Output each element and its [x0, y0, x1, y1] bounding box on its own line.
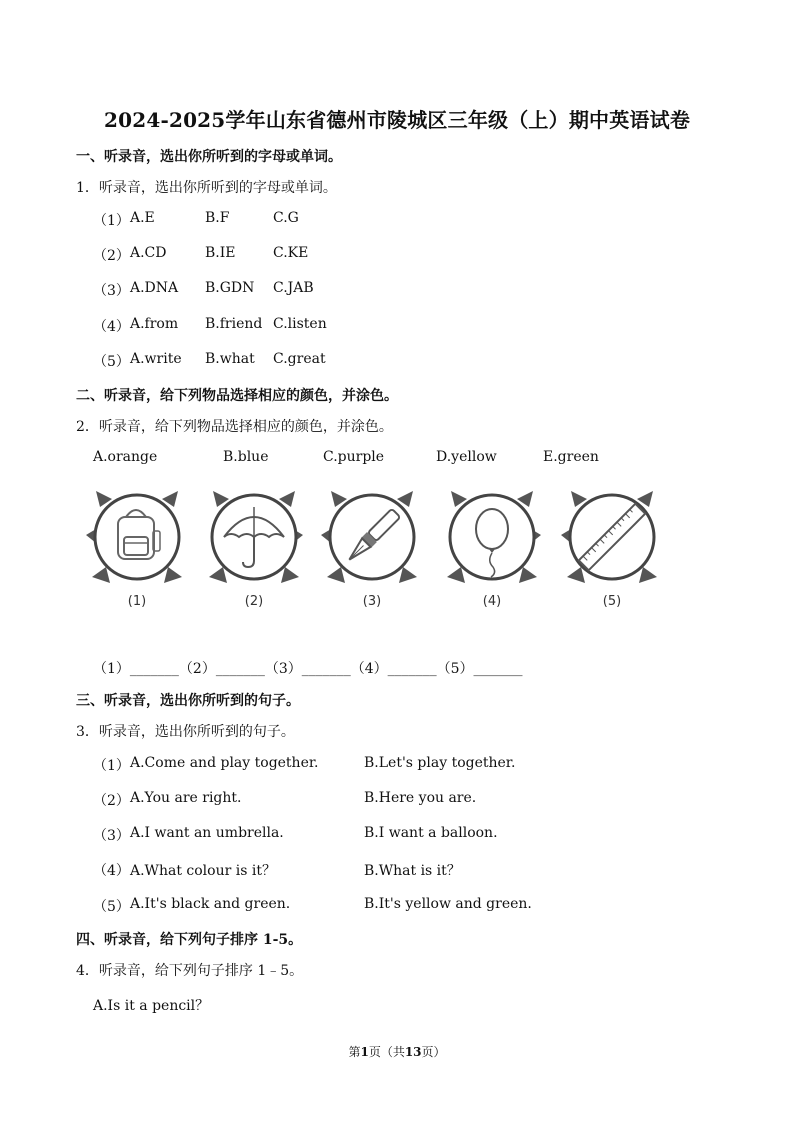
option-a: A.It's black and green.	[130, 896, 291, 912]
color-option-orange: A.orange	[93, 449, 158, 465]
picture-2	[199, 485, 309, 615]
color-option-blue: B.blue	[223, 449, 269, 465]
ruler-icon	[557, 485, 667, 593]
picture-row	[0, 485, 794, 615]
balloon-icon	[437, 485, 547, 593]
page-title: 2024-2025学年山东省德州市陵城区三年级（上）期中英语试卷	[103, 108, 691, 132]
option-a: A.What colour is it？	[130, 863, 276, 879]
picture-1	[82, 485, 192, 615]
option-c: C.KE	[273, 245, 309, 261]
option-b: B.what	[205, 351, 255, 367]
picture-label: (2)	[244, 594, 264, 609]
pen-icon	[317, 485, 427, 593]
picture-5	[557, 485, 667, 615]
item-number: （4）	[93, 319, 130, 335]
question-3: 3．听录音，选出你所听到的句子。	[76, 724, 295, 740]
option-b: B.GDN	[205, 280, 255, 296]
question-1: 1．听录音，选出你所听到的字母或单词。	[76, 180, 337, 196]
picture-label: (5)	[602, 594, 622, 609]
option-c: C.JAB	[273, 280, 314, 296]
option-a: A.CD	[130, 245, 167, 261]
schoolbag-icon	[82, 485, 192, 593]
page-footer	[0, 1043, 794, 1060]
question-4: 4．听录音，给下列句子排序 1﹣5。	[76, 963, 304, 979]
item-number: （5）	[93, 899, 130, 915]
option-b: B.friend	[205, 316, 263, 332]
item-number: （2）	[93, 248, 130, 264]
section-4-heading: 四、听录音，给下列句子排序 1-5。	[76, 932, 303, 948]
option-a: A.E	[130, 210, 155, 226]
answer-blanks[interactable]: （1）_______（2）_______（3）_______（4）_______（5）_______	[93, 661, 523, 677]
item-number: （2）	[93, 793, 130, 809]
option-b: B.I want a balloon.	[364, 825, 498, 841]
color-options	[0, 449, 794, 469]
q4-item-a: A.Is it a pencil？	[93, 998, 210, 1014]
color-option-green: E.green	[543, 449, 599, 465]
footer-suffix: 页）	[421, 1045, 446, 1059]
color-option-purple: C.purple	[323, 449, 385, 465]
option-b: B.What is it？	[364, 863, 461, 879]
option-b: B.It's yellow and green.	[364, 896, 532, 912]
picture-label: (4)	[482, 594, 502, 609]
option-a: A.DNA	[130, 280, 179, 296]
section-3-heading: 三、听录音，选出你所听到的句子。	[76, 693, 300, 709]
footer-page-number: 1	[360, 1045, 369, 1059]
option-b: B.IE	[205, 245, 236, 261]
picture-label: (1)	[127, 594, 147, 609]
item-number: （5）	[93, 354, 130, 370]
option-a: A.You are right.	[130, 790, 242, 806]
footer-middle: 页（共	[368, 1045, 405, 1059]
option-c: C.great	[273, 351, 326, 367]
umbrella-icon	[199, 485, 309, 593]
option-b: B.Let's play together.	[364, 755, 516, 771]
option-c: C.listen	[273, 316, 327, 332]
section-2-heading: 二、听录音，给下列物品选择相应的颜色，并涂色。	[76, 388, 398, 404]
option-a: A.Come and play together.	[130, 755, 319, 771]
option-c: C.G	[273, 210, 299, 226]
section-1-heading: 一、听录音，选出你所听到的字母或单词。	[76, 149, 342, 165]
item-number: （3）	[93, 283, 130, 299]
item-number: （4）	[93, 863, 130, 879]
option-a: A.from	[130, 316, 179, 332]
option-b: B.F	[205, 210, 230, 226]
color-option-yellow: D.yellow	[436, 449, 497, 465]
option-a: A.write	[130, 351, 182, 367]
picture-3	[317, 485, 427, 615]
footer-total-pages: 13	[404, 1045, 422, 1059]
option-a: A.I want an umbrella.	[130, 825, 284, 841]
question-2: 2．听录音，给下列物品选择相应的颜色，并涂色。	[76, 419, 393, 435]
picture-label: (3)	[362, 594, 382, 609]
picture-4	[437, 485, 547, 615]
item-number: （3）	[93, 828, 130, 844]
option-b: B.Here you are.	[364, 790, 477, 806]
item-number: （1）	[93, 758, 130, 774]
item-number: （1）	[93, 213, 130, 229]
footer-prefix: 第	[348, 1045, 361, 1059]
